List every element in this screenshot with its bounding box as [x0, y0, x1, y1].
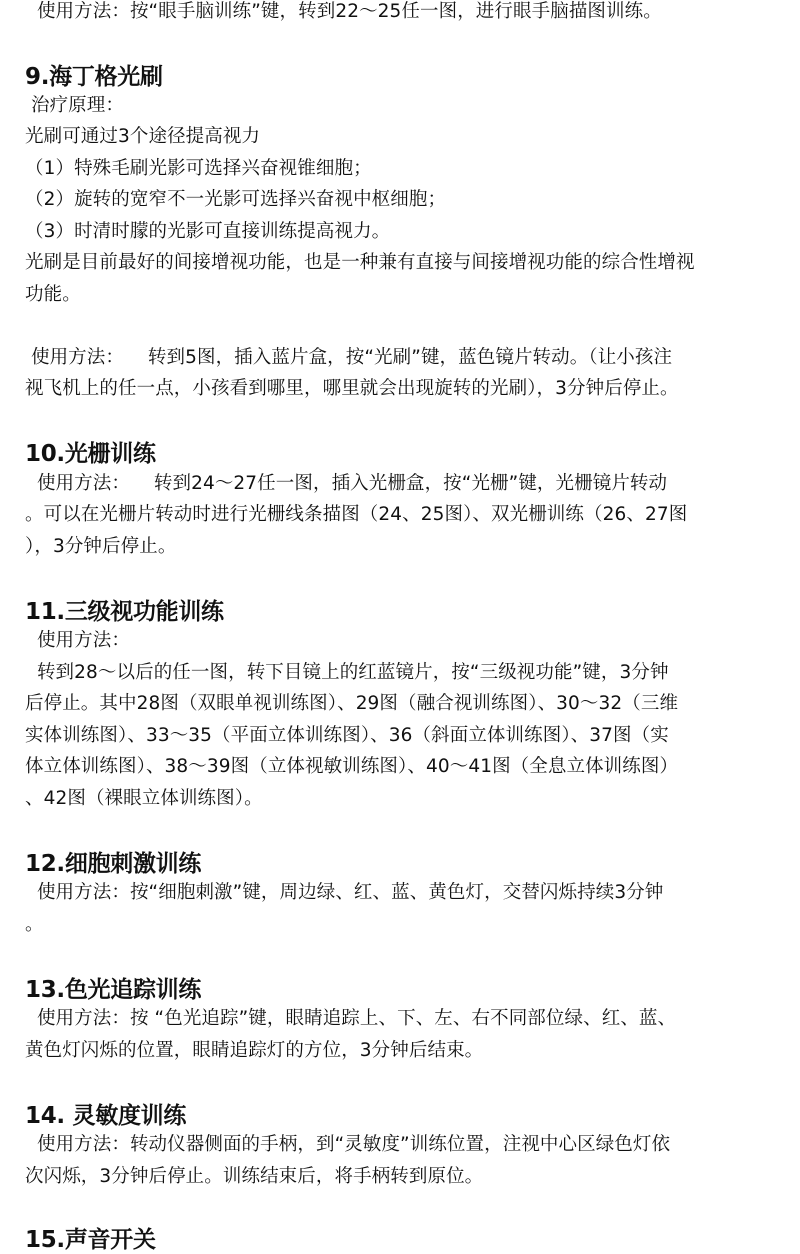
- text-line: 使用方法：转动仪器侧面的手柄，到“灵敏度”训练位置，注视中心区绿色灯依: [25, 1134, 671, 1155]
- text-line: 治疗原理：: [25, 95, 124, 116]
- text-line: 。: [25, 914, 44, 935]
- text-line: 视飞机上的任一点，小孩看到哪里，哪里就会出现旋转的光刷），3分钟后停止。: [25, 378, 679, 399]
- heading-haidinger-brush: 9.海丁格光刷: [25, 64, 163, 90]
- text-line: 体立体训练图）、38～39图（立体视敏训练图）、40～41图（全息立体训练图）: [25, 756, 679, 777]
- heading-cell-stimulation: 12.细胞刺激训练: [25, 851, 202, 877]
- text-line: 使用方法：按“细胞刺激”键，周边绿、红、蓝、黄色灯，交替闪烁持续3分钟: [25, 882, 664, 903]
- heading-grating-training: 10.光栅训练: [25, 441, 156, 467]
- text-line: 次闪烁，3分钟后停止。训练结束后，将手柄转到原位。: [25, 1166, 484, 1187]
- text-line: 。可以在光栅片转动时进行光栅线条描图（24、25图）、双光栅训练（26、27图: [25, 504, 688, 525]
- text-line: 使用方法： 转到24～27任一图，插入光栅盒，按“光栅”键，光栅镜片转动: [25, 473, 668, 494]
- heading-sensitivity-training: 14. 灵敏度训练: [25, 1103, 187, 1129]
- text-line: 使用方法：: [25, 630, 130, 651]
- text-line: 实体训练图）、33～35（平面立体训练图）、36（斜面立体训练图）、37图（实: [25, 725, 669, 746]
- text-line: 功能。: [25, 284, 81, 305]
- text-line: （3）时清时朦的光影可直接训练提高视力。: [25, 221, 391, 242]
- text-line: ），3分钟后停止。: [25, 536, 177, 557]
- text-line: （2）旋转的宽窄不一光影可选择兴奋视中枢细胞；: [25, 189, 447, 210]
- text-line: 、42图（裸眼立体训练图）。: [25, 788, 263, 809]
- text-line: 光刷可通过3个途径提高视力: [25, 126, 261, 147]
- heading-three-level-vision: 11.三级视功能训练: [25, 599, 224, 625]
- text-line: 黄色灯闪烁的位置，眼睛追踪灯的方位，3分钟后结束。: [25, 1040, 484, 1061]
- text-line: 后停止。其中28图（双眼单视训练图）、29图（融合视训练图）、30～32（三维: [25, 693, 679, 714]
- text-line: （1）特殊毛刷光影可选择兴奋视锥细胞；: [25, 158, 372, 179]
- text-line: 使用方法：按 “色光追踪”键，眼睛追踪上、下、左、右不同部位绿、红、蓝、: [25, 1008, 677, 1029]
- text-line: 光刷是目前最好的间接增视功能，也是一种兼有直接与间接增视功能的综合性增视: [25, 252, 695, 273]
- text-line: 转到28～以后的任一图，转下目镜上的红蓝镜片，按“三级视功能”键，3分钟: [25, 662, 669, 683]
- usage-eye-hand-brain: 使用方法：按“眼手脑训练”键，转到22～25任一图，进行眼手脑描图训练。: [25, 1, 662, 22]
- heading-color-tracking: 13.色光追踪训练: [25, 977, 202, 1003]
- heading-sound-switch: 15.声音开关: [25, 1227, 156, 1253]
- text-line: 使用方法： 转到5图，插入蓝片盒，按“光刷”键，蓝色镜片转动。（让小孩注: [25, 347, 673, 368]
